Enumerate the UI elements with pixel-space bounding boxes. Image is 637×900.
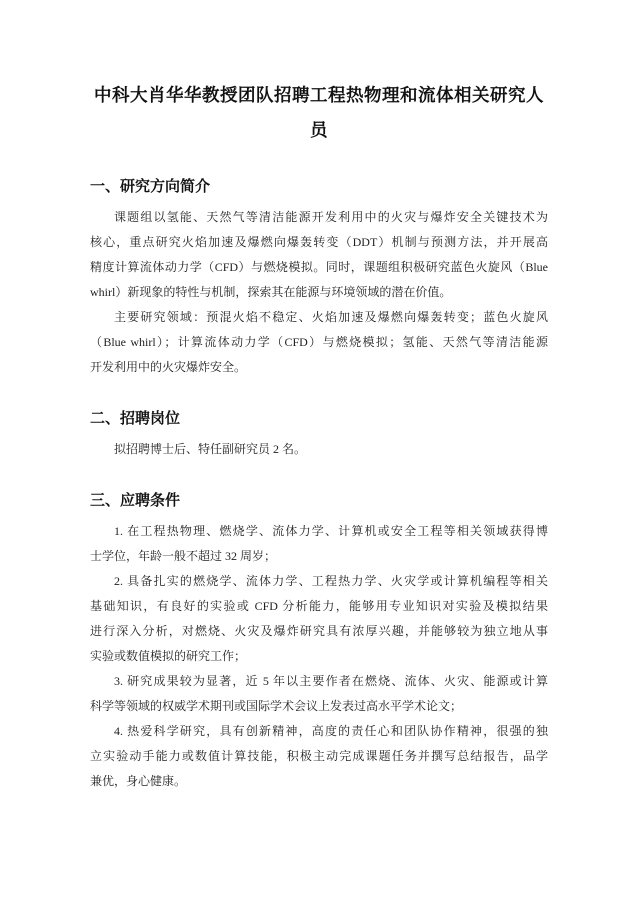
section-3: [90, 489, 548, 794]
paragraph: [90, 305, 548, 380]
text-line: 1. 在工程热物理、燃烧学、流体力学、计算机或安全工程等相关领域获得博: [114, 524, 548, 538]
text-line: 拟招聘博士后、特任副研究员 2 名。: [114, 442, 307, 456]
text-line: 课题组以氢能、天然气等清洁能源开发利用中的火灾与爆炸安全关键技术为: [114, 210, 548, 224]
paragraph: [90, 519, 548, 569]
paragraph: [90, 437, 548, 462]
text-line: 兼优，身心健康。: [90, 774, 187, 788]
paragraph: [90, 569, 548, 669]
document-title-line: 员: [310, 120, 328, 140]
section-1: [90, 175, 548, 380]
paragraph: [90, 719, 548, 794]
document-title-line: 中科大肖华华教授团队招聘工程热物理和流体相关研究人: [94, 85, 544, 105]
text-line: （Blue whirl）；计算流体动力学（CFD）与燃烧模拟；氢能、天然气等清洁能源: [90, 335, 548, 349]
text-line: 精度计算流体动力学（CFD）与燃烧模拟。同时，课题组积极研究蓝色火旋风（Blue: [90, 260, 548, 274]
text-line: 主要研究领域：预混火焰不稳定、火焰加速及爆燃向爆轰转变；蓝色火旋风: [114, 310, 548, 324]
text-line: 科学等领域的权威学术期刊或国际学术会议上发表过高水平学术论文；: [90, 699, 463, 713]
document-body: [90, 175, 548, 794]
text-line: 实验或数值模拟的研究工作；: [90, 649, 247, 663]
section-heading: 一、研究方向简介: [90, 179, 211, 195]
text-line: 进行深入分析，对燃烧、火灾及爆炸研究具有浓厚兴趣，并能够较为独立地从事: [90, 624, 548, 638]
text-line: 核心，重点研究火焰加速及爆燃向爆轰转变（DDT）机制与预测方法，并开展高: [90, 235, 548, 249]
text-line: 基础知识，有良好的实验或 CFD 分析能力，能够用专业知识对实验及模拟结果: [90, 599, 548, 613]
paragraph: [90, 669, 548, 719]
section-2: [90, 407, 548, 462]
text-line: 士学位，年龄一般不超过 32 周岁；: [90, 549, 277, 563]
text-line: 开发利用中的火灾爆炸安全。: [90, 360, 247, 374]
text-line: 3. 研究成果较为显著，近 5 年以主要作者在燃烧、流体、火灾、能源或计算: [114, 674, 548, 688]
text-line: whirl）新现象的特性与机制，探索其在能源与环境领域的潜在价值。: [90, 285, 452, 299]
section-heading: 三、应聘条件: [90, 493, 181, 509]
document-title: [90, 0, 548, 148]
section-heading: 二、招聘岗位: [90, 411, 181, 427]
text-line: 4. 热爱科学研究，具有创新精神，高度的责任心和团队协作精神，很强的独: [114, 724, 548, 738]
text-line: 立实验动手能力或数值计算技能，积极主动完成课题任务并撰写总结报告，品学: [90, 749, 548, 763]
paragraph: [90, 205, 548, 305]
text-line: 2. 具备扎实的燃烧学、流体力学、工程热力学、火灾学或计算机编程等相关: [114, 574, 548, 588]
